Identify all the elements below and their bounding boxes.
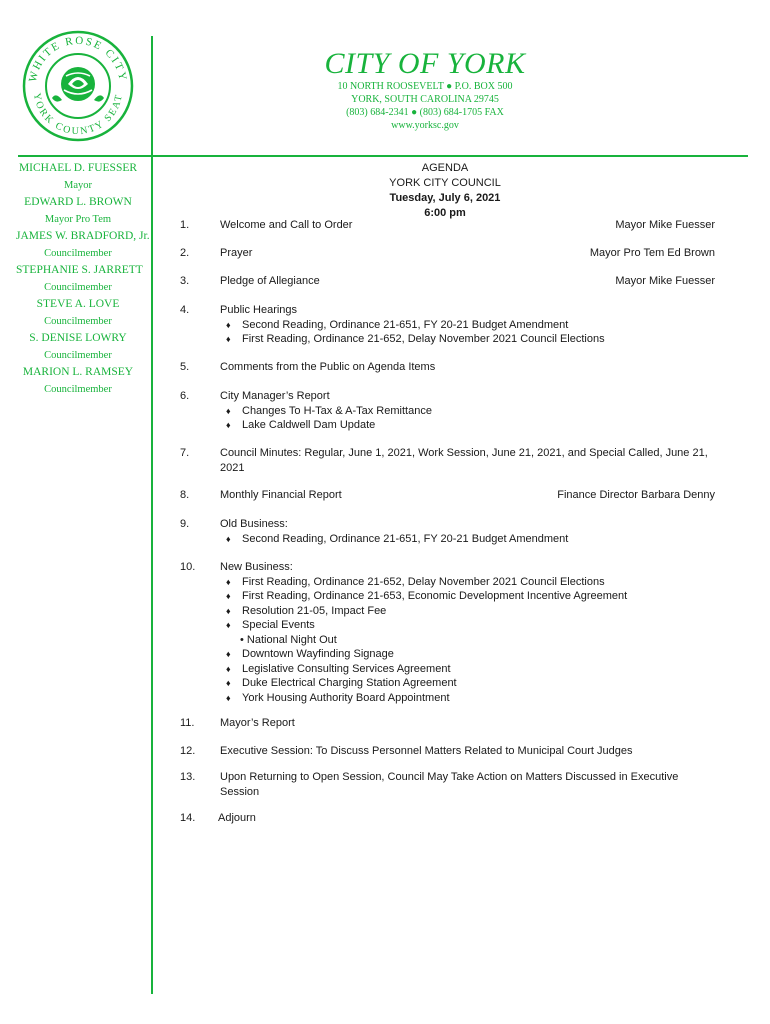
council-roster	[16, 160, 150, 398]
item-number: 4.	[180, 304, 190, 316]
item-number: 10.	[180, 561, 196, 573]
agenda-item	[180, 811, 720, 826]
sub-item: ♦ First Reading, Ordinance 21-652, Delay November 2021 Council Elections	[226, 333, 605, 345]
website: www.yorksc.gov	[391, 120, 459, 131]
sub-item: ♦ Changes To H-Tax & A-Tax Remittance	[226, 404, 432, 417]
agenda-item	[180, 716, 720, 731]
staff-name: JAMES W. BRADFORD, Jr.	[16, 230, 150, 242]
city-seal	[22, 30, 134, 142]
sub-item: ♦ Downtown Wayfinding Signage	[226, 648, 394, 660]
sub-item: ♦ York Housing Authority Board Appointment	[226, 691, 450, 704]
staff-role: Councilmember	[44, 384, 112, 395]
item-number: 9.	[180, 518, 190, 530]
sub-item: ♦ Second Reading, Ordinance 21-651, FY 20-21 Budget Amendment	[226, 532, 569, 545]
staff-role: Councilmember	[44, 282, 112, 293]
item-number: 5.	[180, 361, 190, 373]
agenda-item	[180, 517, 720, 546]
letterhead	[300, 48, 550, 132]
staff-name: STEPHANIE S. JARRETT	[16, 264, 143, 276]
agenda-item	[180, 488, 720, 503]
horizontal-rule	[18, 155, 748, 157]
sub-item: ♦ Duke Electrical Charging Station Agreement	[226, 677, 457, 689]
sub-sub-item: • National Night Out	[240, 633, 337, 646]
item-number: 14.	[180, 812, 196, 824]
item-title: Welcome and Call to Order	[220, 219, 353, 231]
staff-name: EDWARD L. BROWN	[24, 196, 132, 208]
item-title: Prayer	[220, 247, 253, 259]
item-number: 6.	[180, 390, 190, 402]
staff-name: STEVE A. LOVE	[36, 298, 120, 310]
staff-role: Mayor	[64, 180, 92, 191]
sub-item: ♦ First Reading, Ordinance 21-652, Delay November 2021 Council Elections	[226, 575, 605, 588]
sub-item: ♦ Second Reading, Ordinance 21-651, FY 20-21 Budget Amendment	[226, 318, 569, 331]
agenda-item	[180, 389, 720, 433]
item-title: Council Minutes: Regular, June 1, 2021, Work Session, June 21, 2021, and Special Called, June 21, 2021	[220, 447, 708, 474]
item-presenter: Mayor Mike Fuesser	[615, 275, 715, 287]
phone-line: (803) 684-2341 ● (803) 684-1705 FAX	[346, 107, 504, 118]
sub-item: ♦ Lake Caldwell Dam Update	[226, 419, 376, 431]
staff-role: Councilmember	[44, 350, 112, 361]
sub-item: ♦ Legislative Consulting Services Agreement	[226, 662, 451, 675]
item-number: 13.	[180, 771, 196, 783]
staff-name: S. DENISE LOWRY	[29, 332, 127, 344]
item-presenter: Mayor Pro Tem Ed Brown	[589, 247, 715, 259]
item-title: New Business:	[220, 561, 293, 573]
staff-name: MARION L. RAMSEY	[22, 366, 134, 378]
staff-name: MICHAEL D. FUESSER	[18, 162, 138, 174]
address-line-2: YORK, SOUTH CAROLINA 29745	[351, 94, 499, 105]
item-title: Comments from the Public on Agenda Items	[220, 361, 436, 373]
item-presenter: Finance Director Barbara Denny	[557, 489, 715, 501]
seal-bottom-text: YORK COUNTY SEAT	[30, 92, 125, 138]
rose-icon	[52, 67, 104, 102]
item-title: Monthly Financial Report	[220, 489, 342, 501]
item-title: Public Hearings	[220, 304, 298, 316]
item-title: City Manager’s Report	[220, 390, 330, 402]
city-title: CITY OF YORK	[324, 47, 526, 80]
item-title: Mayor’s Report	[220, 717, 295, 729]
vertical-rule	[151, 36, 153, 994]
council-name: YORK CITY COUNCIL	[389, 177, 501, 189]
item-number: 12.	[180, 745, 196, 757]
agenda-item	[180, 360, 720, 375]
sub-item: ♦ Special Events	[226, 619, 315, 631]
meeting-date: Tuesday, July 6, 2021	[389, 192, 501, 204]
item-number: 1.	[180, 219, 190, 231]
agenda-item	[180, 770, 720, 799]
staff-role: Councilmember	[44, 316, 112, 327]
agenda-title: AGENDA	[421, 162, 469, 174]
agenda-item	[180, 246, 720, 261]
item-number: 7.	[180, 447, 190, 459]
item-title: Executive Session: To Discuss Personnel Matters Related to Municipal Court Judges	[220, 745, 633, 757]
item-title: Pledge of Allegiance	[220, 275, 320, 287]
item-number: 11.	[180, 717, 195, 729]
address-line-1: 10 NORTH ROOSEVELT ● P.O. BOX 500	[337, 81, 513, 92]
seal-ring-text: WHITE ROSE CITY	[26, 34, 129, 84]
item-title: Upon Returning to Open Session, Council May Take Action on Matters Discussed in Executive Session	[220, 771, 679, 798]
agenda-item	[180, 446, 720, 475]
staff-role: Councilmember	[44, 248, 112, 259]
agenda-item	[180, 218, 720, 233]
sub-item: ♦ Resolution 21-05, Impact Fee	[226, 604, 387, 617]
agenda-item	[180, 274, 720, 289]
agenda-item	[180, 744, 720, 759]
item-number: 2.	[180, 247, 190, 259]
staff-role: Mayor Pro Tem	[44, 214, 112, 225]
item-number: 3.	[180, 275, 190, 287]
agenda-item	[180, 560, 720, 705]
agenda-header	[345, 161, 545, 221]
item-title: Old Business:	[220, 518, 288, 530]
meeting-time: 6:00 pm	[424, 207, 466, 219]
sub-item: ♦ First Reading, Ordinance 21-653, Economic Development Incentive Agreement	[226, 590, 628, 602]
item-title: Adjourn	[218, 812, 256, 824]
item-number: 8.	[180, 489, 190, 501]
agenda-item	[180, 303, 720, 347]
item-presenter: Mayor Mike Fuesser	[615, 219, 715, 231]
